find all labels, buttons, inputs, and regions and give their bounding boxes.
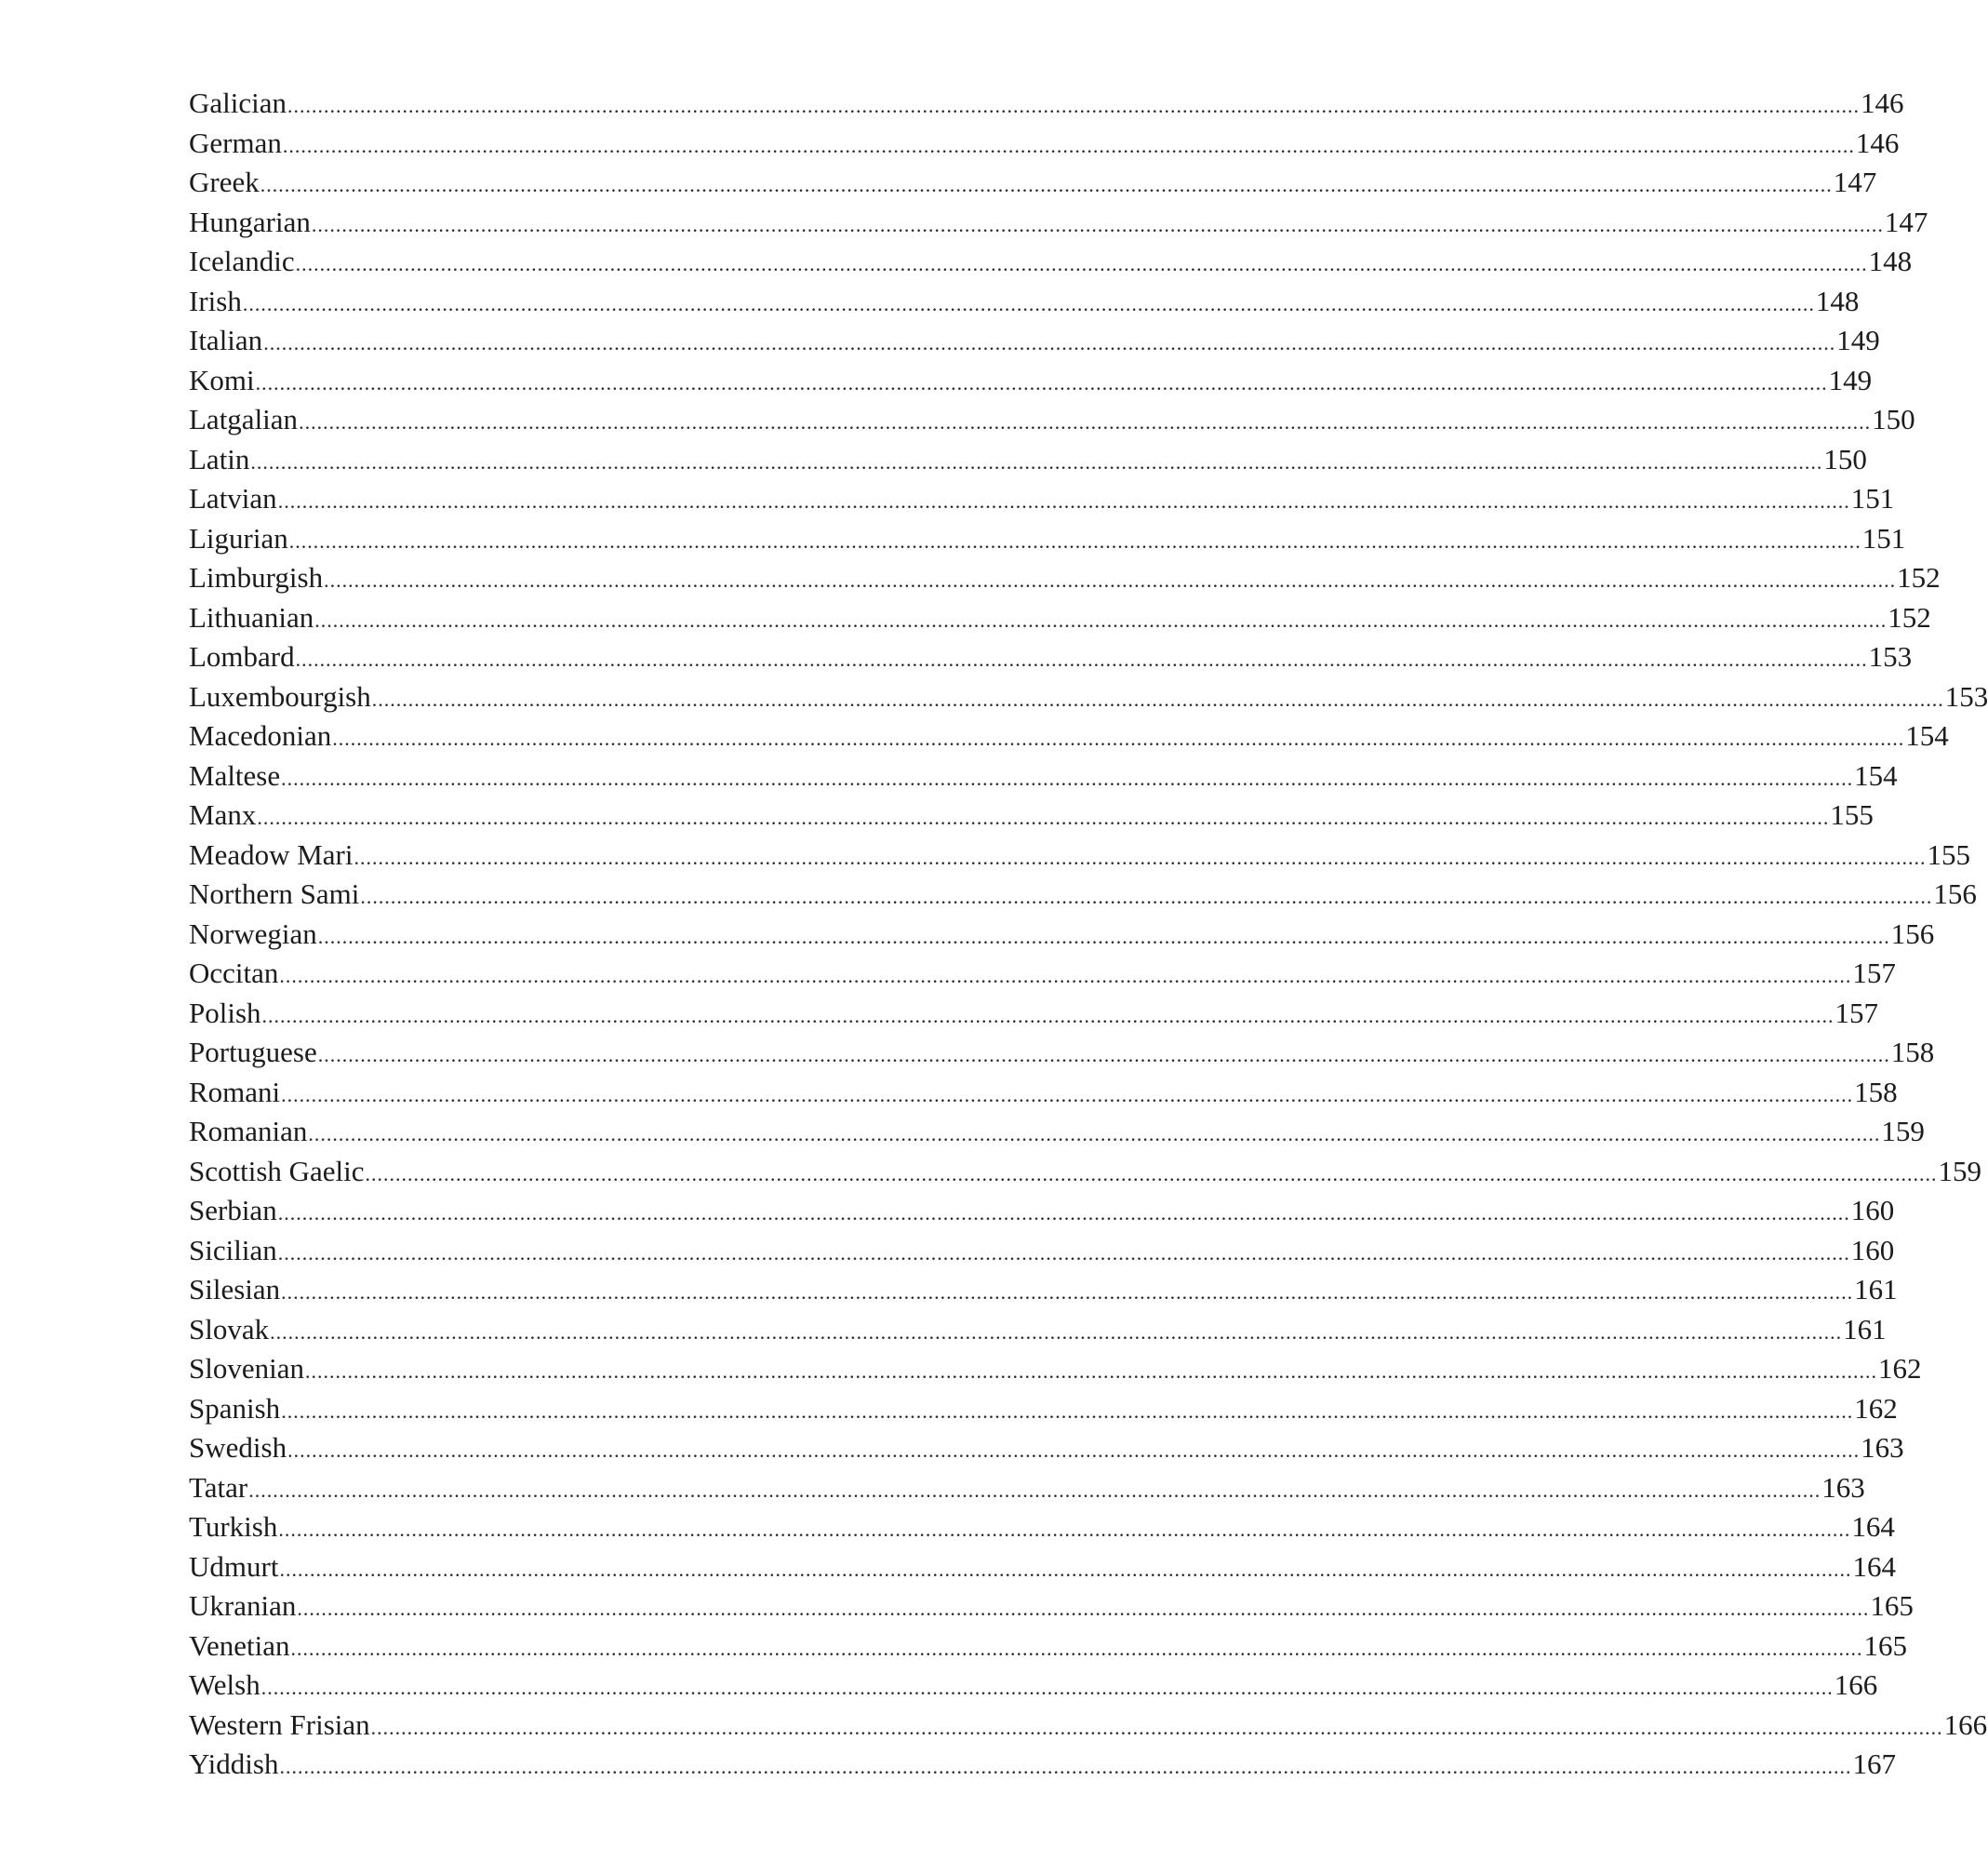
toc-entry-title: Latvian bbox=[189, 482, 277, 515]
toc-entry-page-number: 158 bbox=[1854, 1075, 1898, 1108]
dot-leader: .................................................................................................................................................................................................................................................................... bbox=[277, 1240, 1850, 1265]
toc-entry-page-number: 146 bbox=[1861, 87, 1904, 119]
toc-entry-title: German bbox=[189, 126, 282, 159]
toc-entry-title: Portuguese bbox=[189, 1036, 317, 1068]
toc-entry-page-number: 160 bbox=[1850, 1233, 1895, 1266]
toc-entry-page-number: 162 bbox=[1854, 1391, 1898, 1425]
dot-leader: .................................................................................................................................................................................................................................................................... bbox=[242, 291, 1815, 315]
toc-entry bbox=[189, 361, 1873, 401]
dot-leader: .................................................................................................................................................................................................................................................................... bbox=[255, 370, 1828, 395]
toc-entry-title: Romani bbox=[189, 1075, 281, 1108]
dot-leader: .................................................................................................................................................................................................................................................................... bbox=[257, 806, 1830, 829]
toc-entry-title: Limburgish bbox=[189, 561, 324, 594]
toc-entry-page-number: 161 bbox=[1843, 1312, 1887, 1346]
toc-entry bbox=[189, 1428, 1904, 1468]
toc-entry-page-number: 162 bbox=[1878, 1352, 1922, 1385]
toc-entry-title: Icelandic bbox=[189, 245, 295, 277]
toc-entry-title: Silesian bbox=[189, 1273, 281, 1305]
toc-entry-page-number: 156 bbox=[1890, 917, 1935, 950]
toc-entry-page-number: 157 bbox=[1852, 957, 1896, 989]
toc-entry-page-number: 147 bbox=[1884, 205, 1928, 238]
toc-entry bbox=[189, 163, 1877, 203]
toc-entry-title: Venetian bbox=[189, 1628, 290, 1662]
dot-leader: .................................................................................................................................................................................................................................................................... bbox=[261, 1003, 1835, 1027]
toc-entry-page-number: 150 bbox=[1823, 442, 1867, 475]
dot-leader: .................................................................................................................................................................................................................................................................... bbox=[287, 94, 1861, 117]
toc-entry-title: Sicilian bbox=[189, 1233, 277, 1266]
toc-entry-title: Polish bbox=[189, 996, 261, 1029]
dot-leader: .................................................................................................................................................................................................................................................................... bbox=[277, 1201, 1850, 1225]
toc-entry-title: Hungarian bbox=[189, 205, 311, 238]
toc-entry-page-number: 152 bbox=[1888, 600, 1931, 634]
dot-leader: .................................................................................................................................................................................................................................................................... bbox=[290, 1636, 1863, 1660]
toc-entry bbox=[189, 1073, 1898, 1113]
toc-entry bbox=[189, 994, 1879, 1034]
dot-leader: .................................................................................................................................................................................................................................................................... bbox=[287, 1439, 1861, 1462]
toc-entry bbox=[189, 519, 1906, 559]
toc-entry-title: Macedonian bbox=[189, 719, 332, 752]
dot-leader: .................................................................................................................................................................................................................................................................... bbox=[260, 173, 1833, 196]
dot-leader: .................................................................................................................................................................................................................................................................... bbox=[281, 1082, 1854, 1106]
toc-entry-page-number: 158 bbox=[1890, 1036, 1935, 1068]
toc-entry-title: Latgalian bbox=[189, 403, 299, 435]
toc-entry-title: Udmurt bbox=[189, 1549, 279, 1583]
toc-entry-page-number: 165 bbox=[1870, 1589, 1914, 1622]
toc-entry bbox=[189, 124, 1900, 164]
dot-leader: .................................................................................................................................................................................................................................................................... bbox=[314, 608, 1888, 632]
toc-entry bbox=[189, 1627, 1907, 1667]
dot-leader: .................................................................................................................................................................................................................................................................... bbox=[281, 1399, 1854, 1423]
toc-entry-page-number: 166 bbox=[1834, 1668, 1878, 1701]
dot-leader: .................................................................................................................................................................................................................................................................... bbox=[332, 727, 1905, 750]
toc-entry-title: Latin bbox=[189, 442, 250, 475]
dot-leader: .................................................................................................................................................................................................................................................................... bbox=[278, 1518, 1851, 1541]
toc-entry bbox=[189, 1389, 1898, 1429]
toc-entry-title: Turkish bbox=[189, 1510, 278, 1543]
dot-leader: .................................................................................................................................................................................................................................................................... bbox=[311, 212, 1884, 236]
toc-entry-title: Luxembourgish bbox=[189, 679, 371, 713]
toc-entry-page-number: 151 bbox=[1850, 482, 1895, 515]
toc-entry-page-number: 155 bbox=[1830, 798, 1874, 831]
toc-entry bbox=[189, 598, 1931, 638]
toc-entry bbox=[189, 203, 1928, 243]
toc-entry-title: Maltese bbox=[189, 758, 281, 792]
toc-entry bbox=[189, 1310, 1887, 1350]
toc-entry-title: Galician bbox=[189, 87, 287, 119]
toc-entry bbox=[189, 1270, 1898, 1310]
toc-entry-page-number: 166 bbox=[1943, 1707, 1988, 1741]
toc-entry bbox=[189, 1745, 1896, 1785]
toc-entry-page-number: 157 bbox=[1835, 996, 1879, 1029]
toc-entry bbox=[189, 1507, 1895, 1547]
toc-entry-title: Greek bbox=[189, 166, 260, 198]
dot-leader: .................................................................................................................................................................................................................................................................... bbox=[279, 1557, 1852, 1581]
dot-leader: .................................................................................................................................................................................................................................................................... bbox=[250, 449, 1823, 474]
toc-entry-title: Komi bbox=[189, 363, 255, 396]
toc-entry bbox=[189, 756, 1898, 797]
toc-entry-title: Lombard bbox=[189, 640, 295, 673]
toc-entry-title: Serbian bbox=[189, 1194, 277, 1226]
dot-leader: .................................................................................................................................................................................................................................................................... bbox=[370, 1715, 1943, 1739]
toc-entry-title: Ukranian bbox=[189, 1589, 297, 1622]
dot-leader: .................................................................................................................................................................................................................................................................... bbox=[295, 252, 1868, 275]
dot-leader: .................................................................................................................................................................................................................................................................... bbox=[281, 1280, 1854, 1304]
toc-entry bbox=[189, 1231, 1895, 1271]
toc-entry-title: Scottish Gaelic bbox=[189, 1154, 365, 1187]
dot-leader: .................................................................................................................................................................................................................................................................... bbox=[277, 489, 1850, 513]
toc-entry-page-number: 148 bbox=[1868, 245, 1913, 277]
toc-entry bbox=[189, 637, 1913, 677]
toc-entry bbox=[189, 282, 1860, 322]
toc-entry bbox=[189, 321, 1880, 361]
dot-leader: .................................................................................................................................................................................................................................................................... bbox=[371, 687, 1944, 711]
toc-entry-title: Spanish bbox=[189, 1391, 281, 1425]
toc-entry bbox=[189, 1666, 1878, 1706]
toc-entry-page-number: 154 bbox=[1905, 719, 1949, 752]
dot-leader: .................................................................................................................................................................................................................................................................... bbox=[324, 569, 1897, 592]
toc-entry bbox=[189, 716, 1949, 756]
toc-entry bbox=[189, 1033, 1935, 1073]
toc-entry-page-number: 150 bbox=[1872, 403, 1915, 435]
table-of-contents bbox=[189, 84, 1988, 1785]
toc-entry bbox=[189, 1112, 1925, 1152]
toc-entry-page-number: 164 bbox=[1851, 1510, 1895, 1543]
toc-entry bbox=[189, 1152, 1982, 1192]
toc-entry-page-number: 153 bbox=[1944, 679, 1988, 713]
toc-entry-page-number: 159 bbox=[1881, 1115, 1925, 1147]
toc-entry bbox=[189, 84, 1904, 124]
toc-entry-title: Lithuanian bbox=[189, 600, 314, 634]
toc-entry-page-number: 149 bbox=[1836, 324, 1880, 356]
toc-entry-title: Northern Sami bbox=[189, 877, 360, 910]
dot-leader: .................................................................................................................................................................................................................................................................... bbox=[288, 529, 1861, 553]
toc-entry-page-number: 148 bbox=[1815, 284, 1860, 317]
toc-entry bbox=[189, 479, 1895, 519]
dot-leader: .................................................................................................................................................................................................................................................................... bbox=[365, 1161, 1938, 1185]
toc-entry-title: Ligurian bbox=[189, 521, 288, 555]
toc-entry-page-number: 154 bbox=[1854, 758, 1898, 792]
toc-entry-title: Italian bbox=[189, 324, 263, 356]
toc-entry-title: Tatar bbox=[189, 1470, 248, 1504]
toc-entry-title: Occitan bbox=[189, 957, 279, 989]
toc-entry-page-number: 164 bbox=[1852, 1549, 1896, 1583]
toc-entry bbox=[189, 242, 1913, 282]
toc-entry-title: Romanian bbox=[189, 1115, 308, 1147]
toc-entry bbox=[189, 1587, 1914, 1627]
dot-leader: .................................................................................................................................................................................................................................................................... bbox=[263, 331, 1836, 355]
toc-entry-page-number: 151 bbox=[1861, 521, 1906, 555]
dot-leader: .................................................................................................................................................................................................................................................................... bbox=[279, 964, 1852, 987]
dot-leader: .................................................................................................................................................................................................................................................................... bbox=[305, 1359, 1877, 1383]
dot-leader: .................................................................................................................................................................................................................................................................... bbox=[260, 1676, 1834, 1699]
dot-leader: .................................................................................................................................................................................................................................................................... bbox=[317, 924, 1890, 948]
toc-entry bbox=[189, 1547, 1896, 1587]
dot-leader: .................................................................................................................................................................................................................................................................... bbox=[282, 133, 1855, 157]
toc-entry bbox=[189, 1191, 1895, 1231]
toc-entry bbox=[189, 558, 1941, 598]
toc-entry-page-number: 163 bbox=[1861, 1431, 1904, 1464]
toc-entry-page-number: 163 bbox=[1821, 1470, 1865, 1504]
toc-entry-title: Manx bbox=[189, 798, 257, 831]
dot-leader: .................................................................................................................................................................................................................................................................... bbox=[297, 1597, 1870, 1620]
toc-entry bbox=[189, 1468, 1865, 1508]
toc-entry bbox=[189, 1706, 1988, 1746]
dot-leader: .................................................................................................................................................................................................................................................................... bbox=[354, 845, 1927, 869]
dot-leader: .................................................................................................................................................................................................................................................................... bbox=[360, 885, 1933, 908]
dot-leader: .................................................................................................................................................................................................................................................................... bbox=[299, 410, 1872, 434]
dot-leader: .................................................................................................................................................................................................................................................................... bbox=[248, 1478, 1821, 1502]
toc-entry-page-number: 153 bbox=[1868, 640, 1913, 673]
toc-entry bbox=[189, 875, 1977, 915]
toc-entry-page-number: 156 bbox=[1933, 877, 1977, 910]
toc-entry-page-number: 155 bbox=[1927, 837, 1970, 871]
toc-entry-title: Norwegian bbox=[189, 917, 317, 950]
toc-entry-page-number: 161 bbox=[1854, 1273, 1898, 1305]
toc-entry-page-number: 167 bbox=[1852, 1747, 1896, 1780]
toc-entry-page-number: 146 bbox=[1855, 126, 1900, 159]
toc-entry-page-number: 165 bbox=[1863, 1628, 1907, 1662]
dot-leader: .................................................................................................................................................................................................................................................................... bbox=[270, 1319, 1843, 1344]
toc-entry-title: Slovenian bbox=[189, 1352, 304, 1385]
dot-leader: .................................................................................................................................................................................................................................................................... bbox=[317, 1043, 1890, 1066]
toc-entry-title: Western Frisian bbox=[189, 1707, 370, 1741]
toc-entry-title: Meadow Mari bbox=[189, 837, 354, 871]
toc-entry-page-number: 152 bbox=[1897, 561, 1941, 594]
toc-entry bbox=[189, 836, 1970, 876]
toc-entry bbox=[189, 954, 1896, 994]
dot-leader: .................................................................................................................................................................................................................................................................... bbox=[308, 1122, 1881, 1145]
toc-entry bbox=[189, 915, 1935, 955]
dot-leader: .................................................................................................................................................................................................................................................................... bbox=[279, 1755, 1852, 1778]
dot-leader: .................................................................................................................................................................................................................................................................... bbox=[281, 766, 1854, 790]
toc-entry bbox=[189, 400, 1915, 440]
toc-entry-page-number: 149 bbox=[1828, 363, 1873, 396]
toc-entry-page-number: 159 bbox=[1938, 1154, 1982, 1187]
toc-entry bbox=[189, 677, 1988, 717]
toc-entry-title: Welsh bbox=[189, 1668, 260, 1701]
toc-entry-title: Slovak bbox=[189, 1312, 270, 1346]
toc-entry-page-number: 147 bbox=[1833, 166, 1877, 198]
toc-entry bbox=[189, 440, 1867, 480]
toc-entry-page-number: 160 bbox=[1850, 1194, 1895, 1226]
dot-leader: .................................................................................................................................................................................................................................................................... bbox=[295, 648, 1868, 671]
toc-entry bbox=[189, 1349, 1922, 1389]
toc-entry-title: Yiddish bbox=[189, 1747, 279, 1780]
toc-entry-title: Irish bbox=[189, 284, 242, 317]
toc-entry-title: Swedish bbox=[189, 1431, 287, 1464]
toc-entry bbox=[189, 796, 1874, 836]
